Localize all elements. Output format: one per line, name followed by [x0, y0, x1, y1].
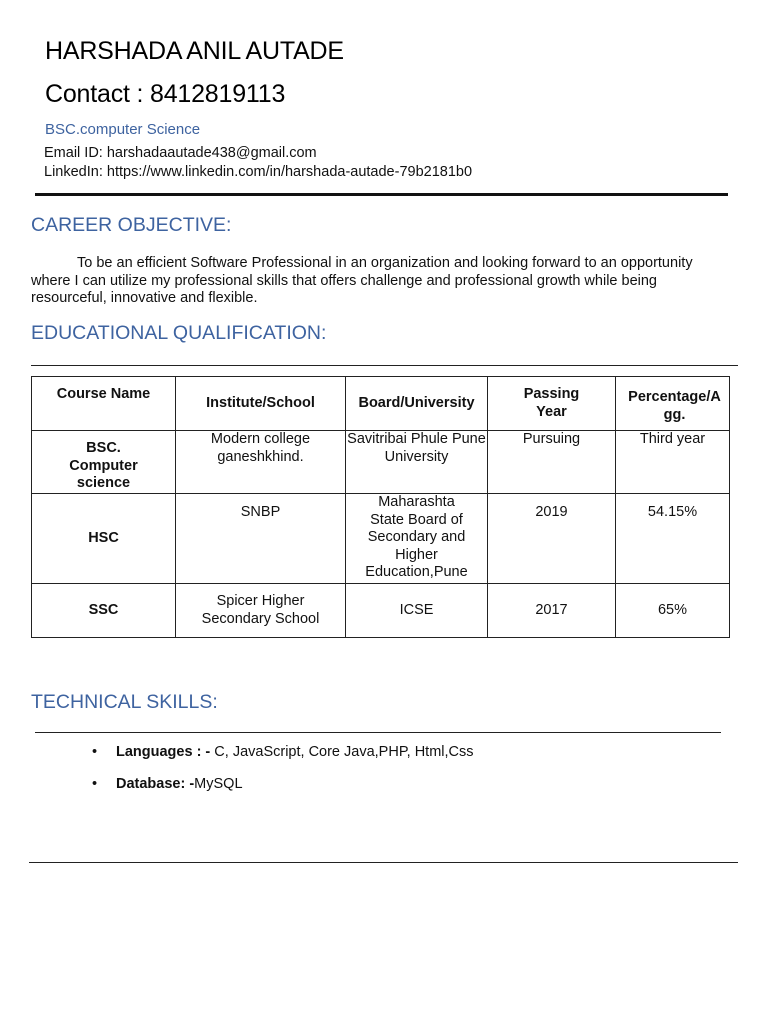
contact-number: Contact : 8412819113 — [45, 80, 286, 108]
cell-board: Savitribai Phule Pune University — [346, 431, 488, 494]
table-row — [32, 431, 730, 494]
career-line-3: resourceful, innovative and flexible. — [31, 290, 258, 306]
table-header-row — [32, 377, 730, 431]
education-heading: EDUCATIONAL QUALIFICATION: — [31, 322, 327, 344]
cell-course: HSC — [32, 494, 176, 584]
cell-institute: Modern college ganeshkhind. — [176, 431, 346, 494]
cell-course: BSC. Computer science — [32, 431, 176, 494]
education-divider — [31, 365, 738, 366]
cell-percentage: Third year — [616, 431, 730, 494]
skill-label: Database: - — [116, 776, 195, 792]
skill-value: MySQL — [194, 776, 243, 792]
skill-value: C, JavaScript, Core Java,PHP, Html,Css — [210, 744, 474, 760]
table-row — [32, 584, 730, 638]
career-line-2: where I can utilize my professional skills that offers challenge and professional growth while being — [31, 272, 657, 289]
technical-skills-heading: TECHNICAL SKILLS: — [31, 691, 218, 713]
header-divider — [35, 193, 728, 196]
bottom-divider — [29, 862, 738, 863]
cell-board: ICSE — [346, 584, 488, 638]
career-line-1: To be an efficient Software Professional in an organization and looking forward to an opportunity — [77, 255, 693, 271]
header-year: Passing Year — [488, 377, 616, 431]
bullet-icon: • — [92, 776, 98, 792]
cell-percentage: 54.15% — [616, 494, 730, 584]
cell-institute: Spicer Higher Secondary School — [176, 584, 346, 638]
table-row — [32, 494, 730, 584]
skills-divider — [35, 732, 721, 733]
linkedin-line: LinkedIn: https://www.linkedin.com/in/harshada-autade-79b2181b0 — [44, 164, 473, 180]
cell-percentage: 65% — [616, 584, 730, 638]
education-table — [31, 376, 730, 638]
header-institute: Institute/School — [176, 377, 346, 431]
skill-label: Languages : - — [116, 744, 211, 760]
cell-year: 2019 — [488, 494, 616, 584]
bullet-icon: • — [92, 744, 98, 760]
cell-course: SSC — [32, 584, 176, 638]
candidate-name: HARSHADA ANIL AUTADE — [45, 37, 344, 65]
cell-year: Pursuing — [488, 431, 616, 494]
header-course: Course Name — [32, 377, 176, 431]
cell-board: Maharashta State Board of Secondary and Higher Education,Pune — [346, 494, 488, 584]
cell-year: 2017 — [488, 584, 616, 638]
career-objective-text — [31, 255, 731, 308]
email-line: Email ID: harshadaautade438@gmail.com — [44, 145, 317, 161]
header-board: Board/University — [346, 377, 488, 431]
header-percentage: Percentage/Agg. — [616, 377, 730, 431]
degree-line: BSC.computer Science — [45, 121, 201, 138]
cell-institute: SNBP — [176, 494, 346, 584]
career-objective-heading: CAREER OBJECTIVE: — [31, 214, 232, 236]
